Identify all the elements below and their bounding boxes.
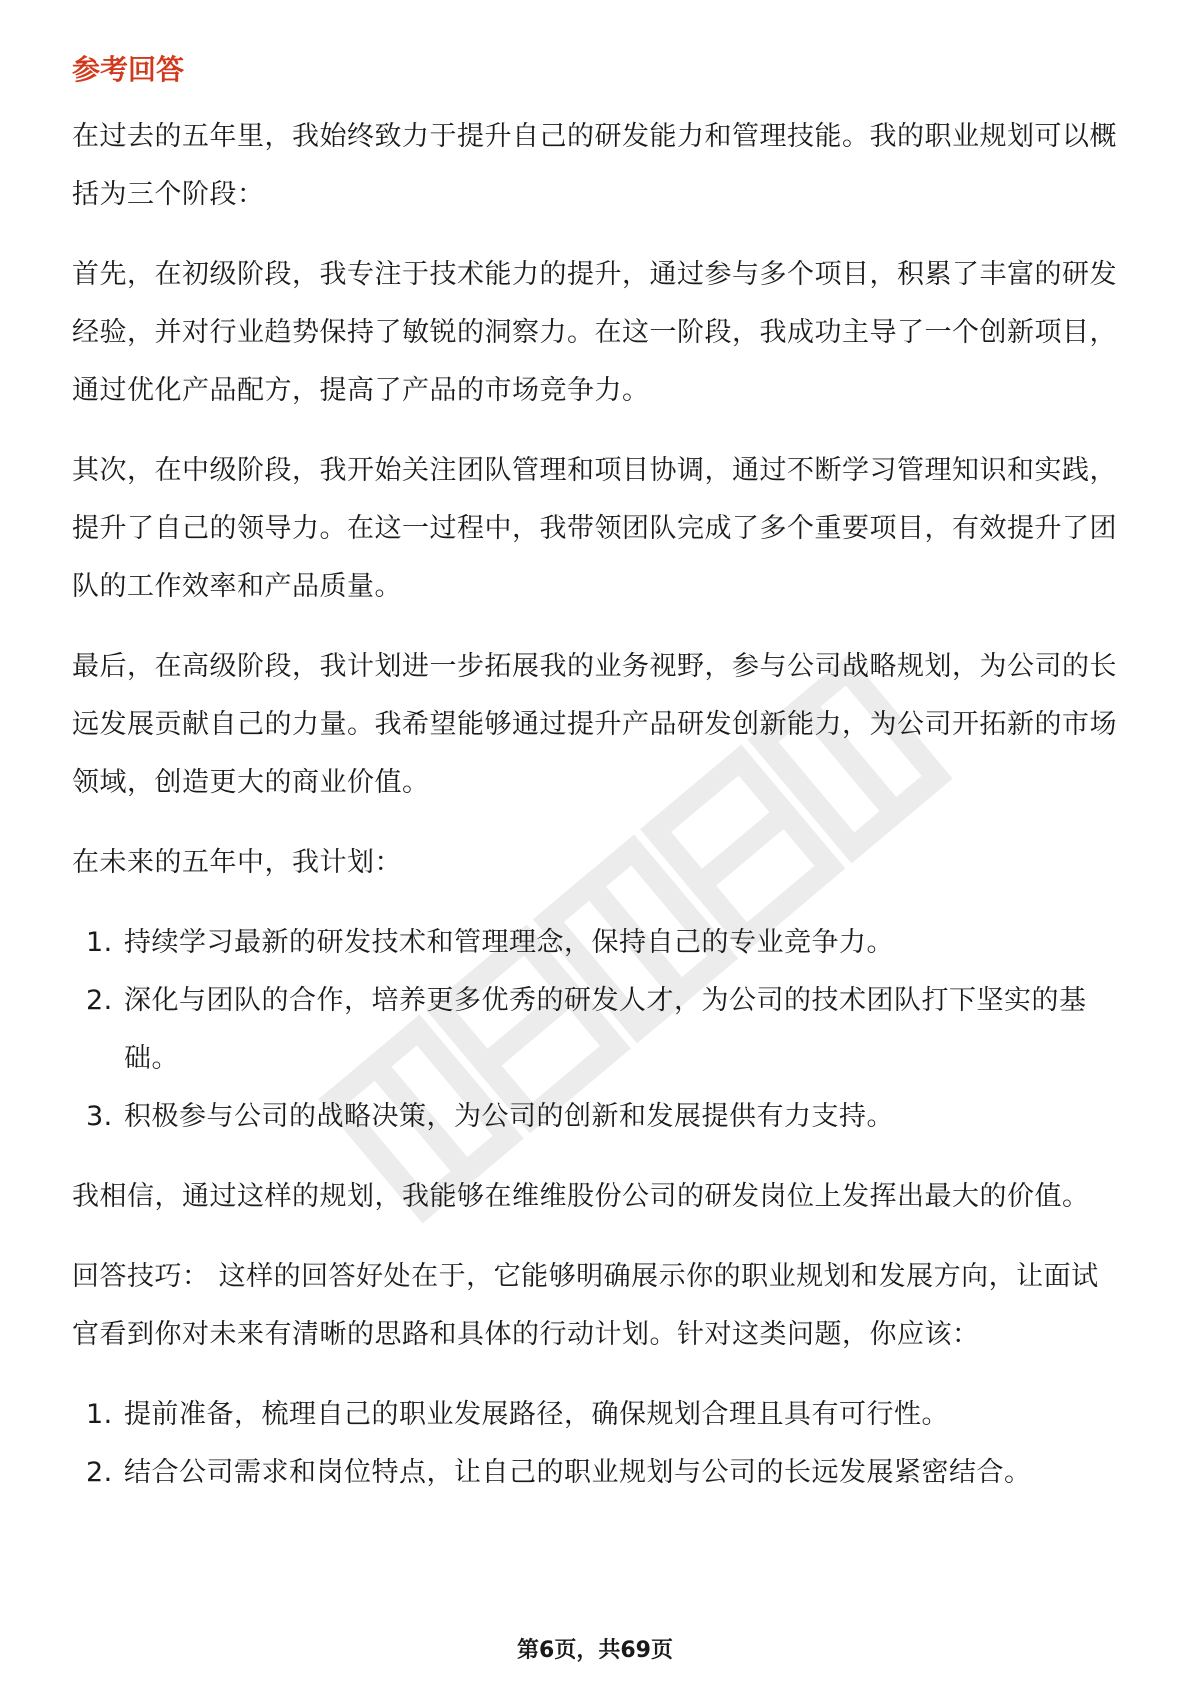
plan-list — [72, 914, 1122, 1146]
list-item — [72, 972, 1122, 1088]
paragraph-tips: 回答技巧： 这样的回答好处在于，它能够明确展示你的职业规划和发展方向，让面试官看到你对未来有清晰的思路和具体的行动计划。针对这类问题，你应该： — [72, 1261, 1099, 1350]
list-item — [72, 1444, 1122, 1502]
list-item-text: 持续学习最新的研发技术和管理理念，保持自己的专业竞争力。 — [124, 927, 894, 958]
list-item — [72, 1088, 1122, 1146]
list-item-text: 深化与团队的合作，培养更多优秀的研发人才，为公司的技术团队打下坚实的基础。 — [124, 985, 1087, 1074]
list-item-text: 提前准备，梳理自己的职业发展路径，确保规划合理且具有可行性。 — [124, 1399, 949, 1430]
section-heading: 参考回答 — [72, 53, 185, 86]
document-body — [72, 50, 1122, 1524]
paragraph-stage-3: 最后，在高级阶段，我计划进一步拓展我的业务视野，参与公司战略规划，为公司的长远发展贡献自己的力量。我希望能够通过提升产品研发创新能力，为公司开拓新的市场领域，创造更大的商业价值。 — [72, 651, 1117, 798]
paragraph-conclusion: 我相信，通过这样的规划，我能够在维维股份公司的研发岗位上发挥出最大的价值。 — [72, 1181, 1090, 1212]
list-item — [72, 1386, 1122, 1444]
list-number: 2. — [86, 1457, 113, 1488]
list-number: 1. — [86, 927, 113, 958]
list-number: 3. — [86, 1101, 113, 1132]
paragraph-stage-2: 其次，在中级阶段，我开始关注团队管理和项目协调，通过不断学习管理知识和实践，提升了自己的领导力。在这一过程中，我带领团队完成了多个重要项目，有效提升了团队的工作效率和产品质量。 — [72, 455, 1117, 602]
paragraph-intro: 在过去的五年里，我始终致力于提升自己的研发能力和管理技能。我的职业规划可以概括为三个阶段： — [72, 121, 1117, 210]
list-number: 1. — [86, 1399, 113, 1430]
list-item — [72, 914, 1122, 972]
paragraph-stage-1: 首先，在初级阶段，我专注于技术能力的提升，通过参与多个项目，积累了丰富的研发经验，并对行业趋势保持了敏锐的洞察力。在这一阶段，我成功主导了一个创新项目，通过优化产品配方，提高了产品的市场竞争力。 — [72, 259, 1117, 406]
list-item-text: 结合公司需求和岗位特点，让自己的职业规划与公司的长远发展紧密结合。 — [124, 1457, 1032, 1488]
paragraph-plan-intro: 在未来的五年中，我计划： — [72, 847, 402, 878]
page-number: 第6页，共69页 — [517, 1638, 673, 1663]
list-number: 2. — [86, 985, 113, 1016]
tips-list — [72, 1386, 1122, 1502]
list-item-text: 积极参与公司的战略决策，为公司的创新和发展提供有力支持。 — [124, 1101, 894, 1132]
